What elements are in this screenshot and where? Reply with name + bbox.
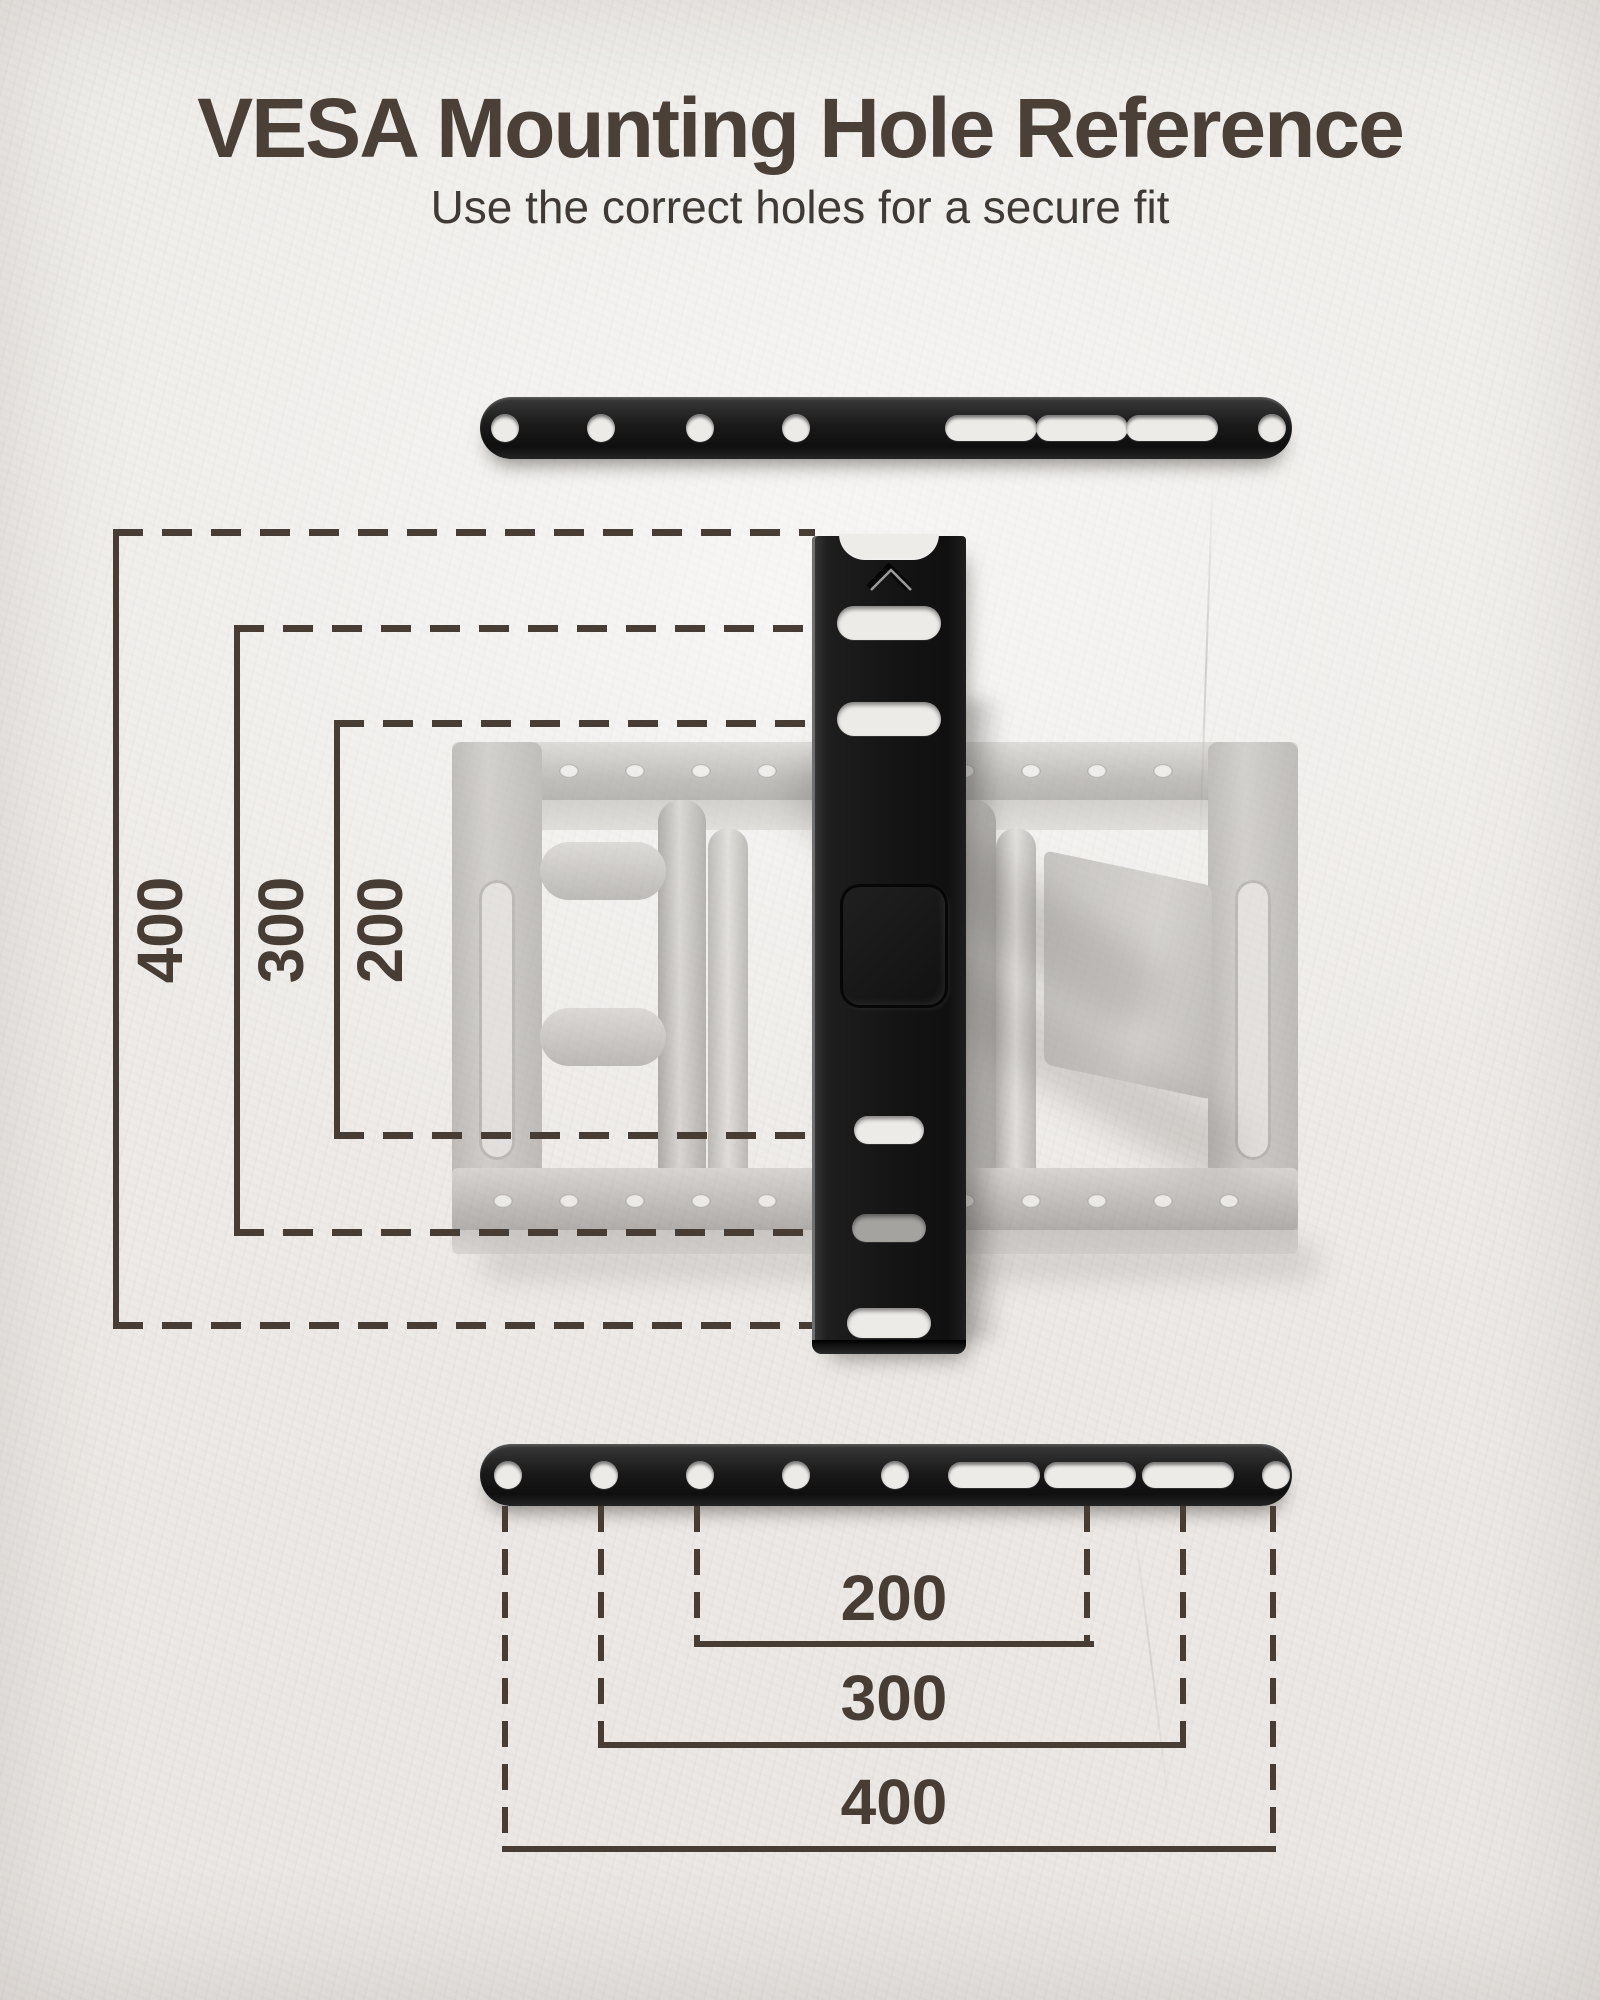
arrow-up-icon	[857, 558, 921, 603]
vesa-300-width-dimension-line	[598, 1742, 1186, 1748]
top-adapter-bar	[480, 397, 1292, 459]
mount-hole	[1262, 1461, 1290, 1489]
vesa-200-vertical-label: 200	[344, 876, 416, 984]
mount-slot	[1036, 415, 1128, 441]
mount-hole	[782, 1461, 810, 1489]
mount-slot	[945, 415, 1037, 441]
bracket-top-notch	[839, 534, 939, 560]
vesa-200-left-extension-line	[694, 1506, 700, 1646]
bracket-slot	[837, 606, 941, 640]
bracket-slot-engaged	[852, 1214, 926, 1242]
vesa-300-horizontal-label: 300	[840, 1662, 948, 1734]
bracket-cast-shadow	[962, 700, 1004, 1340]
vesa-300-left-extension-line	[598, 1506, 604, 1746]
mount-hole	[491, 414, 519, 442]
mount-hole	[881, 1461, 909, 1489]
vesa-300-bottom-extension-line	[234, 1229, 815, 1236]
bracket-latch-square	[840, 884, 948, 1008]
bracket-slot	[847, 1308, 931, 1338]
vesa-400-horizontal-label: 400	[840, 1766, 948, 1838]
vesa-300-right-extension-line	[1180, 1506, 1186, 1746]
bracket-slot	[854, 1116, 924, 1144]
vesa-200-right-extension-line	[1084, 1506, 1090, 1646]
bracket-bottom-edge	[812, 1340, 966, 1354]
mount-hole	[686, 1461, 714, 1489]
vesa-300-top-extension-line	[234, 625, 815, 632]
bottom-adapter-bar	[480, 1444, 1292, 1506]
mount-hole	[494, 1461, 522, 1489]
vesa-400-top-extension-line	[113, 529, 815, 536]
mount-hole	[587, 414, 615, 442]
vesa-400-left-extension-line	[502, 1506, 508, 1850]
vesa-200-horizontal-label: 200	[840, 1562, 948, 1634]
vesa-200-top-extension-line	[334, 720, 815, 727]
vesa-200-bottom-extension-line	[334, 1132, 815, 1139]
vesa-400-height-dimension-line	[113, 529, 119, 1329]
mount-slot	[1044, 1462, 1136, 1488]
mount-slot	[1126, 415, 1218, 441]
mount-slot	[1142, 1462, 1234, 1488]
vesa-400-width-dimension-line	[502, 1846, 1276, 1852]
mount-hole	[686, 414, 714, 442]
mount-hole	[590, 1461, 618, 1489]
page-title: VESA Mounting Hole Reference	[197, 81, 1403, 175]
vesa-200-width-dimension-line	[694, 1641, 1094, 1647]
vesa-300-height-dimension-line	[234, 625, 240, 1236]
mount-slot	[948, 1462, 1040, 1488]
vesa-300-vertical-label: 300	[245, 876, 317, 984]
vesa-bracket	[812, 536, 966, 1354]
mount-hole	[782, 414, 810, 442]
vesa-400-right-extension-line	[1270, 1506, 1276, 1850]
vesa-200-height-dimension-line	[334, 720, 340, 1139]
page-subtitle: Use the correct holes for a secure fit	[430, 181, 1170, 233]
bracket-slot	[837, 702, 941, 736]
vesa-400-vertical-label: 400	[124, 876, 196, 984]
mount-hole	[1258, 414, 1286, 442]
vesa-400-bottom-extension-line	[113, 1322, 815, 1329]
